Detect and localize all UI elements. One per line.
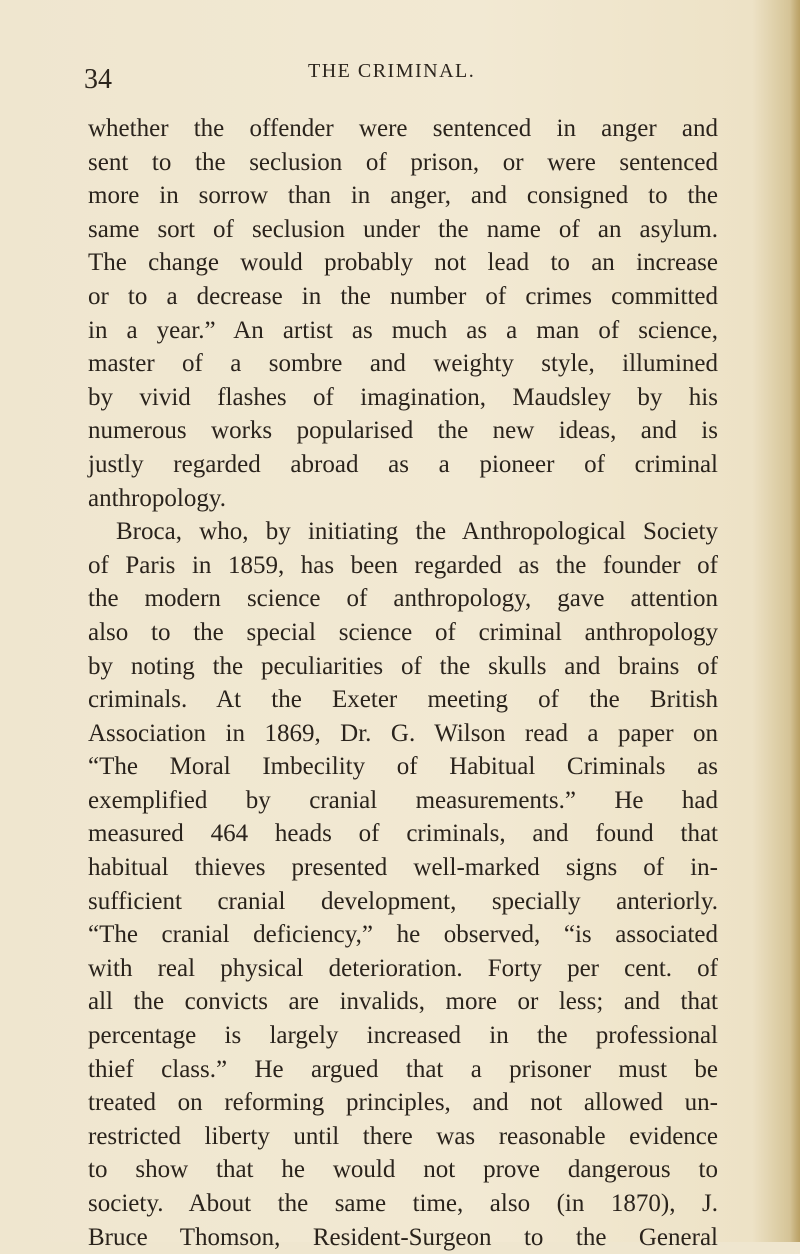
body-text xyxy=(88,112,718,1254)
text-line: of Paris in 1859, has been regarded as the founder of xyxy=(88,551,718,579)
text-line: exemplified by cranial measurements.” He had xyxy=(88,786,718,814)
text-line: “The cranial deficiency,” he observed, “is associated xyxy=(88,921,718,949)
text-line: percentage is largely increased in the professional xyxy=(88,1022,718,1050)
text-line: “The Moral Imbecility of Habitual Criminals as xyxy=(88,753,718,781)
text-line: in a year.” An artist as much as a man of science, xyxy=(88,316,718,344)
text-line: The change would probably not lead to an increase xyxy=(88,249,718,277)
text-line: more in sorrow than in anger, and consigned to the xyxy=(88,182,718,210)
text-line: by vivid flashes of imagination, Maudsley by his xyxy=(88,383,718,411)
text-line: with real physical deterioration. Forty per cent. of xyxy=(88,954,718,982)
text-line: justly regarded abroad as a pioneer of criminal xyxy=(88,450,718,478)
text-line: restricted liberty until there was reasonable evidence xyxy=(88,1122,718,1150)
text-line: Association in 1869, Dr. G. Wilson read a paper on xyxy=(88,719,718,747)
text-line: sent to the seclusion of prison, or were sentenced xyxy=(88,148,718,176)
paragraph-start-line: Broca, who, by initiating the Anthropological Society xyxy=(116,518,718,546)
text-line: thief class.” He argued that a prisoner must be xyxy=(88,1055,718,1083)
text-line: master of a sombre and weighty style, illumined xyxy=(88,350,718,378)
text-line: criminals. At the Exeter meeting of the British xyxy=(88,686,718,714)
text-line: society. About the same time, also (in 1870), J. xyxy=(88,1190,718,1217)
text-line: the modern science of anthropology, gave attention xyxy=(88,585,718,613)
page-number: 34 xyxy=(84,64,112,95)
text-line: same sort of seclusion under the name of an asylum. xyxy=(88,215,718,243)
text-line: anthropology. xyxy=(88,484,226,512)
text-line: sufficient cranial development, specially anteriorly. xyxy=(88,887,718,915)
text-line: treated on reforming principles, and not allowed un- xyxy=(88,1089,718,1117)
text-line: by noting the peculiarities of the skulls and brains of xyxy=(88,652,718,680)
text-line: numerous works popularised the new ideas, and is xyxy=(88,417,718,445)
text-line: or to a decrease in the number of crimes committed xyxy=(88,282,718,310)
text-line: whether the offender were sentenced in anger and xyxy=(88,115,718,142)
text-line: to show that he would not prove dangerous to xyxy=(88,1156,718,1184)
text-line: measured 464 heads of criminals, and found that xyxy=(88,820,718,848)
running-head: THE CRIMINAL. xyxy=(308,60,476,82)
page-edge-shadow xyxy=(790,0,800,1242)
text-line: Bruce Thomson, Resident-Surgeon to the General xyxy=(88,1223,718,1251)
page-header xyxy=(84,60,724,100)
text-line: all the convicts are invalids, more or less; and that xyxy=(88,988,718,1016)
text-line: also to the special science of criminal anthropology xyxy=(88,618,718,646)
text-line: habitual thieves presented well-marked signs of in- xyxy=(88,854,718,882)
